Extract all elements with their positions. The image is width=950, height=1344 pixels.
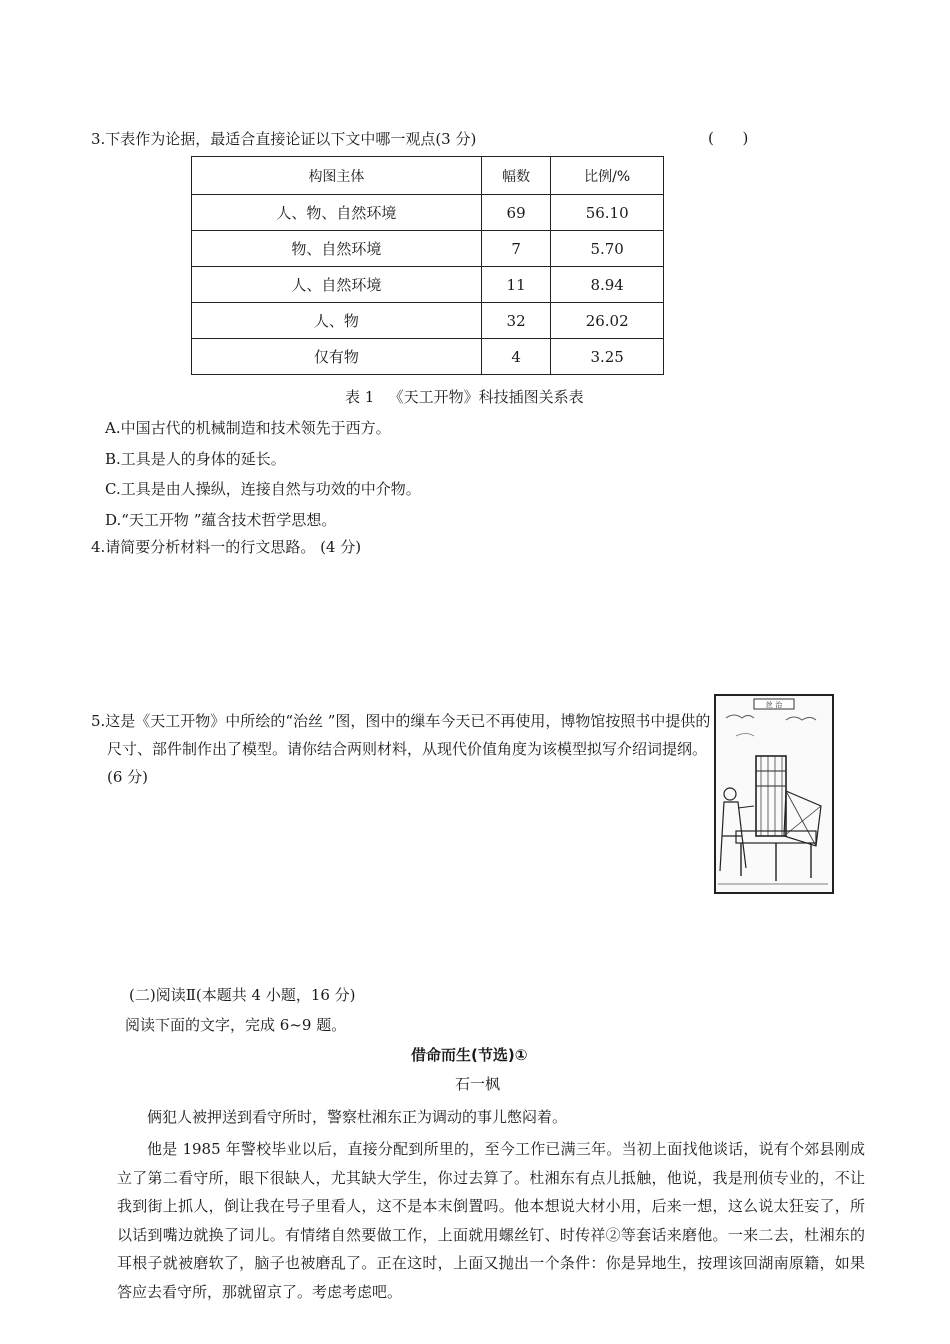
table-caption: 表 1 《天工开物》科技插图关系表 [345, 388, 584, 406]
illustration-title: 丝 治 [765, 701, 783, 709]
answer-parentheses: ( ) [708, 129, 749, 147]
question-4-text: 4.请简要分析材料一的行文思路。 (4 分) [91, 538, 362, 556]
table-cell: 56.10 [551, 195, 664, 231]
table-cell: 11 [481, 267, 550, 303]
option-b: B.工具是人的身体的延长。 [105, 450, 286, 468]
passage-paragraph: 俩犯人被押送到看守所时，警察杜湘东正为调动的事儿憋闷着。 [147, 1108, 568, 1126]
question-3-text: 3.下表作为论据，最适合直接论证以下文中哪一观点(3 分) [91, 130, 477, 148]
passage-title: 借命而生(节选)① [411, 1046, 528, 1064]
table-cell: 5.70 [551, 231, 664, 267]
table-header-cell: 幅数 [481, 157, 550, 195]
silk-reeling-drawing [716, 696, 832, 892]
passage-author: 石一枫 [455, 1075, 501, 1093]
option-c: C.工具是由人操纵，连接自然与功效的中介物。 [105, 480, 421, 498]
passage-paragraph: 他是 1985 年警校毕业以后，直接分配到所里的，至今工作已满三年。当初上面找他谈话，说有个郊县刚成立了第二看守所，眼下很缺人，尤其缺大学生，你过去算了。杜湘东有点儿抵触，他说，我是刑侦专业的，不让我到街上抓人，倒让我在号子里看人，这不是本末倒置吗。他本想说大材小用，后来一想，这么说太狂妄了，所以话到嘴边就换了词儿。有情绪自然要做工作，上面就用螺丝钉、时传祥②等套话来磨他。一来二去，杜湘东的耳根子就被磨软了，脑子也被磨乱了。正在这时，上面又抛出一个条件：你是异地生，按理该回湖南原籍，如果答应去看守所，那就留京了。考虑考虑吧。 [117, 1140, 865, 1301]
illustration-statistics-table [191, 156, 664, 375]
option-a: A.中国古代的机械制造和技术领先于西方。 [105, 419, 391, 437]
section-heading: (二)阅读Ⅱ(本题共 4 小题，16 分) [129, 986, 356, 1004]
table-cell: 69 [481, 195, 550, 231]
section-instruction: 阅读下面的文字，完成 6~9 题。 [125, 1016, 347, 1034]
table-cell: 人、物 [192, 303, 482, 339]
table-row [192, 195, 664, 231]
table-cell: 3.25 [551, 339, 664, 375]
table-cell: 32 [481, 303, 550, 339]
silk-reeling-illustration [714, 694, 834, 894]
table-header-cell: 构图主体 [192, 157, 482, 195]
question-5-text [91, 707, 713, 791]
table-row [192, 231, 664, 267]
table-row [192, 303, 664, 339]
table-header-cell: 比例/% [551, 157, 664, 195]
table-header-row [192, 157, 664, 195]
table-row [192, 339, 664, 375]
table-cell: 8.94 [551, 267, 664, 303]
table-cell: 物、自然环境 [192, 231, 482, 267]
table-cell: 7 [481, 231, 550, 267]
table-cell: 4 [481, 339, 550, 375]
table-cell: 仅有物 [192, 339, 482, 375]
option-d: D.“天工开物 ”蕴含技术哲学思想。 [105, 511, 337, 529]
table-row [192, 267, 664, 303]
table-cell: 人、物、自然环境 [192, 195, 482, 231]
question-5-body: 5.这是《天工开物》中所绘的“治丝 ”图，图中的缫车今天已不再使用，博物馆按照书中提供的尺寸、部件制作出了模型。请你结合两则材料，从现代价值角度为该模型拟写介绍词提纲。 (6 分) [91, 712, 711, 786]
table-cell: 人、自然环境 [192, 267, 482, 303]
table-cell: 26.02 [551, 303, 664, 339]
